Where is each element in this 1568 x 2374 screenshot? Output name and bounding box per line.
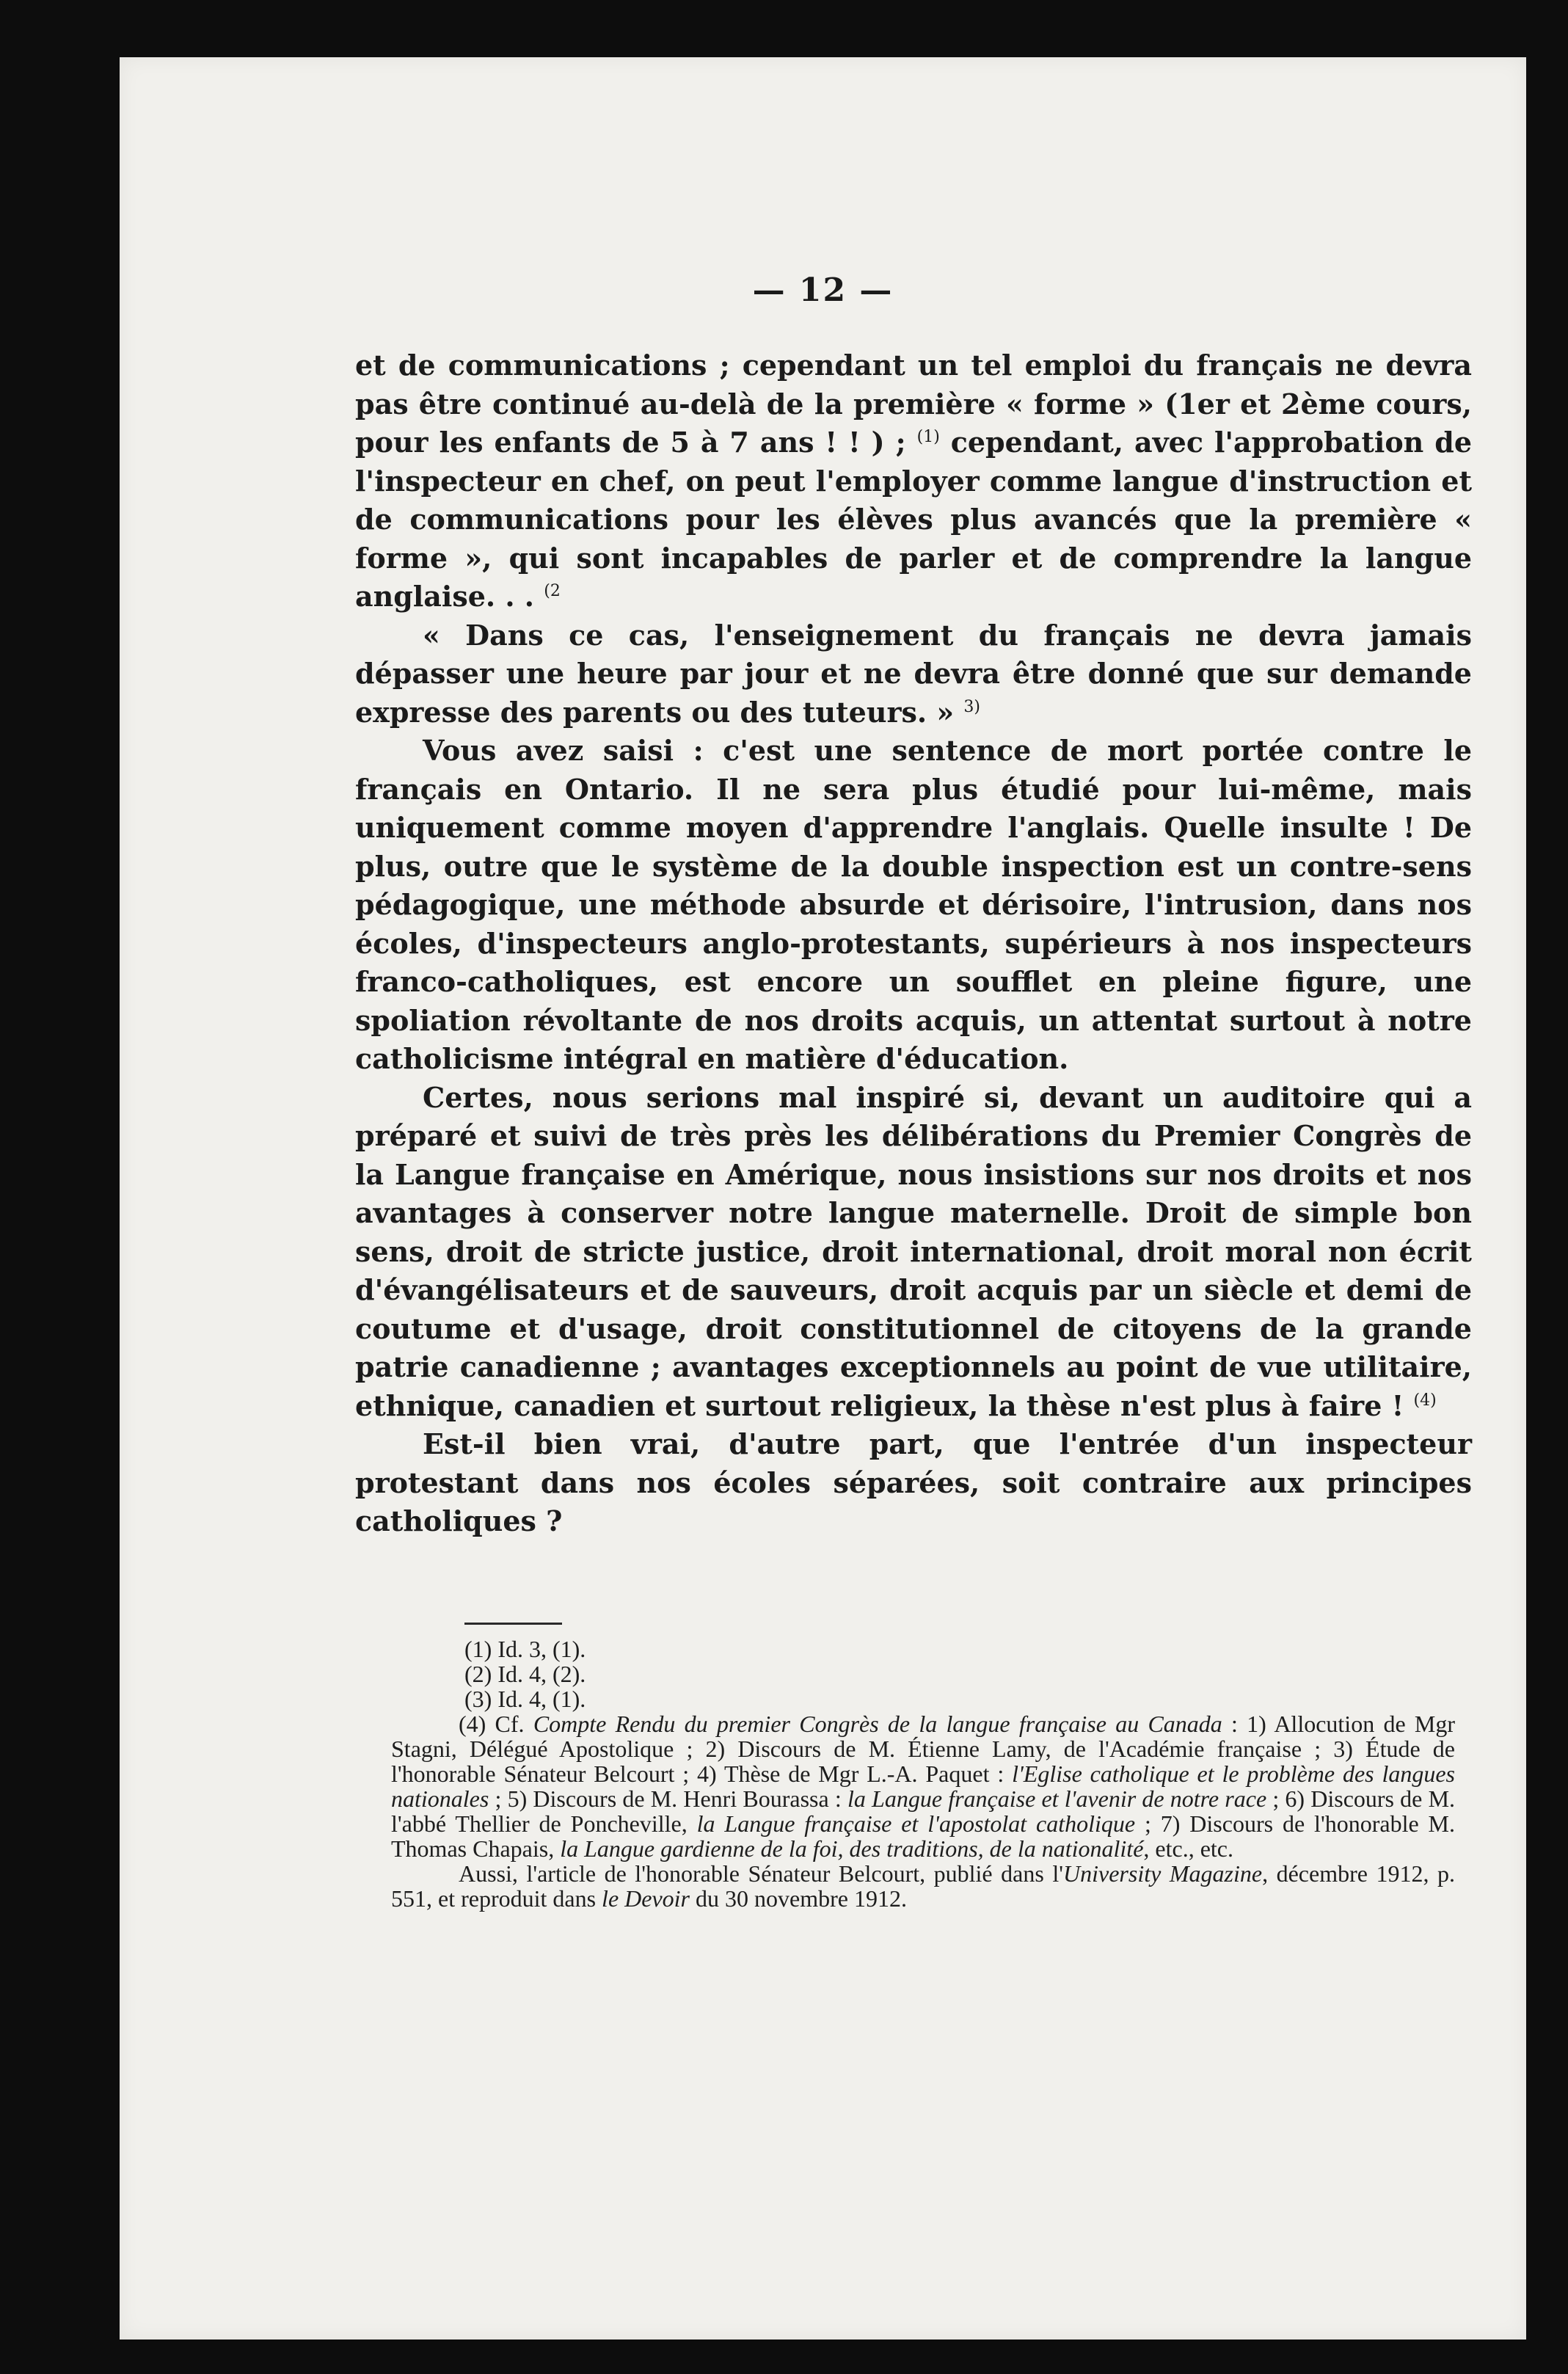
footnote-4-continued [391, 1861, 1455, 1911]
paragraph-3 [355, 732, 1472, 1079]
footnote-ref: (1) [916, 428, 940, 446]
footnote-text: ; 5) Discours de M. Henri Bourassa : [489, 1785, 847, 1812]
page-number: — 12 — [752, 272, 894, 309]
footnote-title: Compte Rendu du premier Congrès de la langue française au Canada [533, 1711, 1222, 1737]
paragraph-4 [355, 1079, 1472, 1426]
paragraph-text: cependant, avec l'approbation de l'inspecteur en chef, on peut l'employer comme langue d'instruction et de communications pour les élèves plus avancés que la première « forme », qui sont incapables de parler et de comprendre la langue anglaise. . . [355, 426, 1472, 613]
footnote-text: Aussi, l'article de l'honorable Sénateur Belcourt, publié dans l' [459, 1860, 1064, 1887]
paragraph-5 [355, 1425, 1472, 1541]
footnote-text: , etc., etc. [1143, 1835, 1233, 1862]
footnote-ref: 3) [963, 697, 980, 716]
paragraph-text: Vous avez saisi : c'est une sentence de mort portée contre le français en Ontario. Il ne sera plus étudié pour lui-même, mais uniquement comme moyen d'apprendre l'anglais. Quelle insulte ! De plus, outre que le système de la double inspection est un contre-sens pédagogique, une méthode absurde et dérisoire, l'intrusion, dans nos écoles, d'inspecteurs anglo-protestants, supérieurs à nos inspecteurs franco-catholiques, est encore un soufflet en pleine figure, une spoliation révoltante de nos droits acquis, un attentat surtout à notre catholicisme intégral en matière d'éducation. [355, 734, 1472, 1075]
footnote-title: le Devoir [602, 1885, 690, 1912]
footnote-text: du 30 novembre 1912. [690, 1885, 907, 1912]
footnote-text: ; 7) Discours de l'honorable M. Thomas Chapais, [391, 1810, 1455, 1862]
paragraph-text: Certes, nous serions mal inspiré si, devant un auditoire qui a préparé et suivi de très près les délibérations du Premier Congrès de la Langue française en Amérique, nous insistions sur nos droits et nos avantages à conserver notre langue maternelle. Droit de simple bon sens, droit de stricte justice, droit international, droit moral non écrit d'évangélisateurs et de sauveurs, droit acquis par un siècle et demi de coutume et d'usage, droit constitutionnel de citoyens de la grande patrie canadienne ; avantages exceptionnels au point de vue utilitaire, ethnique, canadien et surtout religieux, la thèse n'est plus à faire ! [355, 1080, 1472, 1422]
footnote-title: University Magazine [1063, 1860, 1263, 1887]
footnote-ref: (2 [544, 582, 561, 600]
footnote-title: la Langue gardienne de la foi, des traditions, de la nationalité [560, 1835, 1144, 1862]
document-page [120, 57, 1526, 2340]
paragraph-text: Est-il bien vrai, d'autre part, que l'entrée d'un inspecteur protestant dans nos écoles séparées, soit contraire aux principes catholiques ? [355, 1427, 1472, 1537]
footnote-text: , décembre 1912, p. 551, et reproduit dans [391, 1860, 1456, 1912]
paragraph-2 [355, 616, 1472, 732]
footnote-title: l'Eglise catholique et le problème des langues nationales [391, 1761, 1456, 1812]
footnote-title: la Langue française et l'avenir de notre race [847, 1785, 1267, 1812]
footnote-2: (2) Id. 4, (2). [464, 1661, 586, 1687]
footnote-divider [464, 1623, 562, 1625]
paragraph-1 [355, 346, 1472, 616]
footnote-ref: (4) [1413, 1391, 1437, 1410]
paragraph-text: « Dans ce cas, l'enseignement du français ne devra jamais dépasser une heure par jour et ne devra être donné que sur demande expresse des parents ou des tuteurs. » [355, 618, 1472, 729]
footnote-text: (4) Cf. [459, 1711, 533, 1737]
footnote-text: : 1) Allocution de Mgr Stagni, Délégué Apostolique ; 2) Discours de M. Étienne Lamy, de l'Académie française ; 3) Étude de l'honorable Sénateur Belcourt ; 4) Thèse de Mgr L.-A. Paquet : [391, 1711, 1456, 1787]
footnote-4 [391, 1711, 1455, 1861]
footnote-1: (1) Id. 3, (1). [464, 1636, 586, 1662]
paragraph-text: et de communications ; cependant un tel emploi du français ne devra pas être continué au-delà de la première « forme » (1er et 2ème cours, pour les enfants de 5 à 7 ans ! ! ) ; [355, 349, 1472, 459]
footnote-title: la Langue française et l'apostolat catholique [696, 1810, 1136, 1837]
footnote-text: ; 6) Discours de M. l'abbé Thellier de Poncheville, [391, 1785, 1456, 1837]
footnotes [391, 1636, 1456, 1912]
body-text [355, 346, 1472, 1541]
footnote-3: (3) Id. 4, (1). [464, 1686, 586, 1712]
